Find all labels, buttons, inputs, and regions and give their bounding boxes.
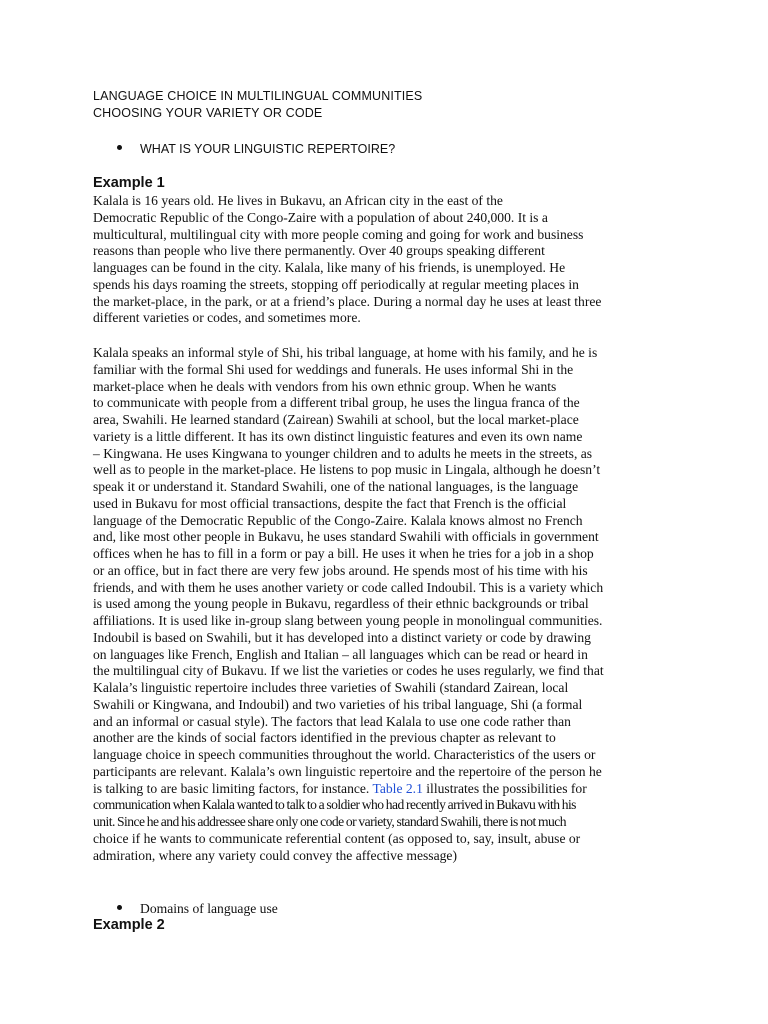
text-line: – Kingwana. He uses Kingwana to younger children and to adults he meets in the streets, as <box>93 445 593 461</box>
text-line: language choice in speech communities throughout the world. Characteristics of the users or <box>93 747 596 762</box>
text-line: used in Bukavu for most official transactions, despite the fact that French is the official <box>93 495 567 511</box>
paragraph-1 <box>93 193 683 327</box>
text-line: market-place when he deals with vendors from his own ethnic group. When he wants <box>93 378 557 394</box>
bullet-item-domains <box>117 901 278 917</box>
text-line: area, Swahili. He learned standard (Zairean) Swahili at school, but the local market-place <box>93 412 579 427</box>
paragraph-2 <box>93 345 683 864</box>
text-line: familiar with the formal Shi used for weddings and funerals. He uses informal Shi in the <box>93 361 574 377</box>
text-line: speak it or understand it. Standard Swahili, one of the national languages, is the language <box>93 479 579 494</box>
text-line: unit. Since he and his addressee share only one code or variety, standard Swahili, there is not much <box>93 814 566 829</box>
text-line: on languages like French, English and Italian – all languages which can be read or heard in <box>93 646 588 662</box>
text-line: affiliations. It is used like in-group slang between young people in monolingual communities. <box>93 613 603 628</box>
text-line: admiration, where any variety could convey the affective message) <box>93 847 457 863</box>
document-subtitle: CHOOSING YOUR VARIETY OR CODE <box>93 106 323 120</box>
text-line: Swahili or Kingwana, and Indoubil) and two varieties of his tribal language, Shi (a formal <box>93 696 583 712</box>
bullet-icon <box>117 145 122 150</box>
text-line: the market-place, in the park, or at a friend’s place. During a normal day he uses at least three <box>93 293 602 309</box>
text-line: offices when he has to fill in a form or pay a bill. He uses it when he tries for a job in a shop <box>93 546 594 561</box>
text-line: reasons than people who live there permanently. Over 40 groups speaking different <box>93 243 545 259</box>
bullet-icon <box>117 905 122 910</box>
text-fragment: illustrates the possibilities for <box>422 780 587 796</box>
text-line: different varieties or codes, and sometimes more. <box>93 310 361 326</box>
text-line: spends his days roaming the streets, stopping off periodically at regular meeting places in <box>93 276 579 292</box>
bullet-text: Domains of language use <box>140 901 278 916</box>
text-line: Kalala’s linguistic repertoire includes three varieties of Swahili (standard Zairean, local <box>93 680 569 695</box>
text-line: is used among the young people in Bukavu, regardless of their ethnic backgrounds or tribal <box>93 596 589 612</box>
text-line <box>93 781 683 798</box>
text-line: Kalala speaks an informal style of Shi, his tribal language, at home with his family, and he is <box>93 345 598 360</box>
text-line: languages can be found in the city. Kalala, like many of his friends, is unemployed. He <box>93 260 566 275</box>
text-line: and, like most other people in Bukavu, he uses standard Swahili with officials in government <box>93 529 599 545</box>
text-fragment: is talking to are basic limiting factors, for instance. <box>93 780 373 796</box>
text-line: variety is a little different. It has its own distinct linguistic features and even its own name <box>93 428 583 444</box>
text-line: Indoubil is based on Swahili, but it has developed into a distinct variety or code by drawing <box>93 629 591 645</box>
example-1-heading: Example 1 <box>93 175 165 191</box>
text-line: communication when Kalala wanted to talk to a soldier who had recently arrived in Bukavu with his <box>93 797 576 813</box>
text-line: participants are relevant. Kalala’s own linguistic repertoire and the repertoire of the person he <box>93 763 602 779</box>
text-line: Democratic Republic of the Congo-Zaire with a population of about 240,000. It is a <box>93 209 548 225</box>
text-line: Kalala is 16 years old. He lives in Bukavu, an African city in the east of the <box>93 193 503 208</box>
text-line: choice if he wants to communicate referential content (as opposed to, say, insult, abuse or <box>93 830 581 846</box>
text-line: language of the Democratic Republic of the Congo-Zaire. Kalala knows almost no French <box>93 512 583 528</box>
text-line: multicultural, multilingual city with more people coming and going for work and business <box>93 226 584 242</box>
example-2-heading: Example 2 <box>93 917 165 933</box>
text-line: and an informal or casual style). The factors that lead Kalala to use one code rather than <box>93 713 571 729</box>
table-reference-link[interactable]: Table 2.1 <box>372 780 423 796</box>
text-line: or an office, but in fact there are very few jobs around. He spends most of his time with his <box>93 562 588 578</box>
text-line: to communicate with people from a different tribal group, he uses the lingua franca of the <box>93 395 580 411</box>
text-line: another are the kinds of social factors identified in the previous chapter as relevant to <box>93 730 556 746</box>
text-line: friends, and with them he uses another variety or code called Indoubil. This is a variety which <box>93 579 604 595</box>
text-line: well as to people in the market-place. He listens to pop music in Lingala, although he doesn’t <box>93 462 601 478</box>
bullet-item-repertoire <box>117 142 395 156</box>
text-line: the multilingual city of Bukavu. If we list the varieties or codes he uses regularly, we find that <box>93 663 604 679</box>
bullet-text: WHAT IS YOUR LINGUISTIC REPERTOIRE? <box>140 142 396 156</box>
document-title: LANGUAGE CHOICE IN MULTILINGUAL COMMUNITIES <box>93 89 423 103</box>
